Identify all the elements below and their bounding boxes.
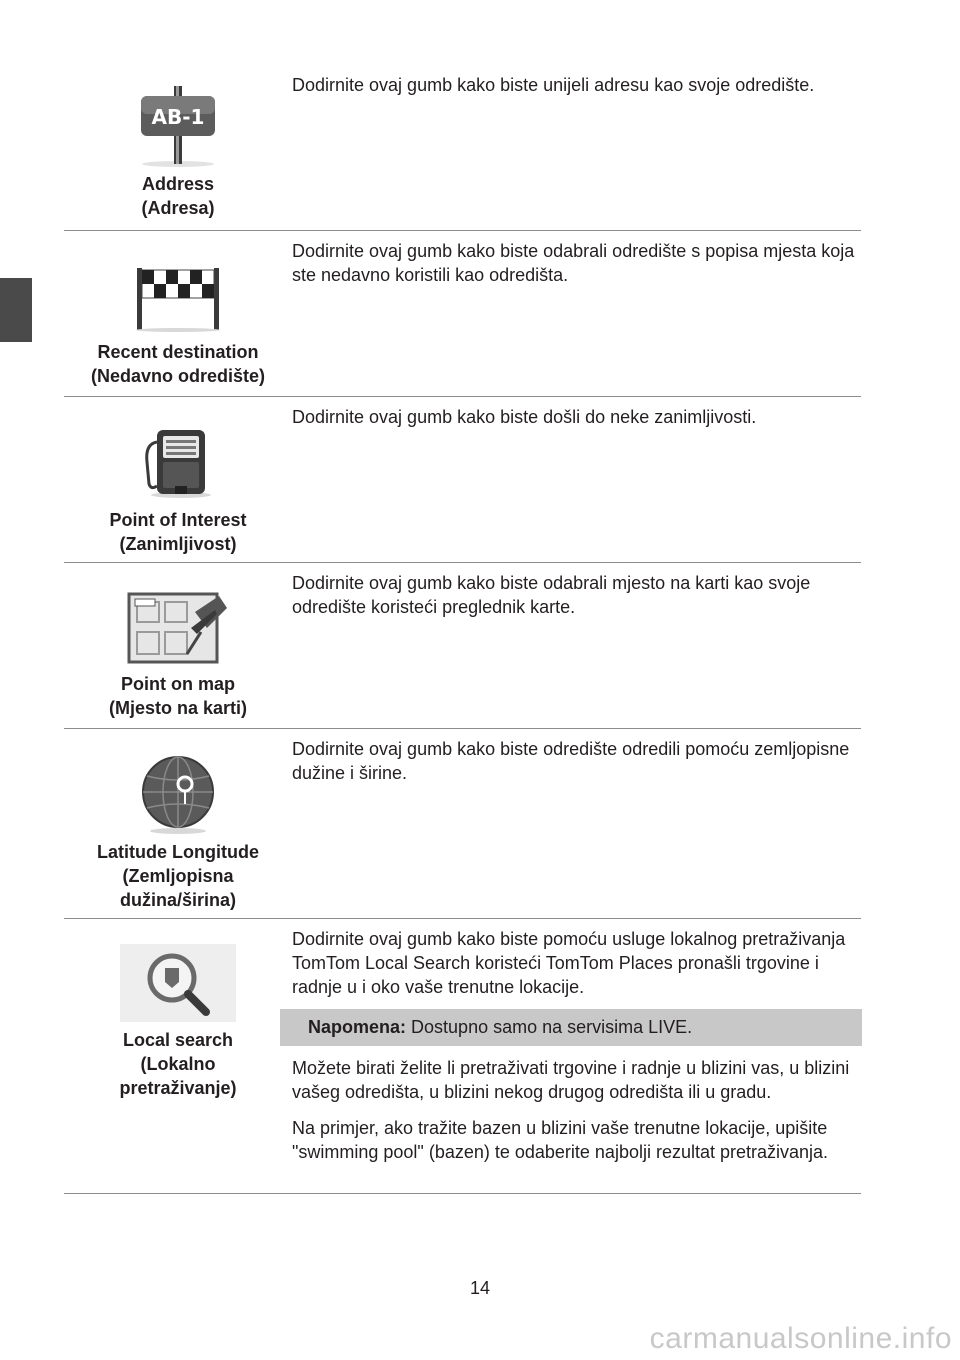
caption-line: Recent destination xyxy=(97,342,259,362)
note-text: Dostupno samo na servisima LIVE. xyxy=(411,1017,693,1037)
description: Dodirnite ovaj gumb kako biste odabrali mjesto na karti kao svoje odredište koristeći preglednik karte. xyxy=(292,573,811,617)
menu-row-point-on-map xyxy=(64,562,861,729)
caption-line: pretraživanje) xyxy=(119,1078,237,1098)
menu-row-recent-destination xyxy=(64,230,861,397)
caption-line: (Mjesto na karti) xyxy=(108,698,248,718)
description: Dodirnite ovaj gumb kako biste odredište odredili pomoću zemljopisne dužine i širine. xyxy=(292,739,850,783)
page-number: 14 xyxy=(469,1278,491,1298)
address-sign-icon xyxy=(133,84,223,168)
description-extra: Na primjer, ako tražite bazen u blizini vaše trenutne lokacije, upišite "swimming pool" (bazen) te odaberite najbolji rezultat pretraživanja. xyxy=(292,1118,829,1162)
caption-line: Latitude Longitude xyxy=(97,842,259,862)
menu-row-point-of-interest xyxy=(64,396,861,563)
map-pin-icon xyxy=(125,590,231,666)
globe-icon xyxy=(139,754,217,834)
caption-line: Point on map xyxy=(121,674,235,694)
description: Dodirnite ovaj gumb kako biste došli do neke zanimljivosti. xyxy=(292,407,757,427)
watermark: carmanualsonline.info xyxy=(649,1322,952,1355)
caption-line: (Nedavno odredište) xyxy=(90,366,266,386)
menu-row-local-search xyxy=(64,918,861,1194)
description: Dodirnite ovaj gumb kako biste unijeli adresu kao svoje odredište. xyxy=(292,75,815,95)
magnifier-icon xyxy=(120,944,236,1022)
caption-line: (Zemljopisna xyxy=(122,866,234,886)
caption-line: (Adresa) xyxy=(141,198,215,218)
menu-row-latitude-longitude xyxy=(64,728,861,919)
menu-row-address xyxy=(64,62,861,231)
description-extra: Možete birati želite li pretraživati trgovine i radnje u blizini vas, u blizini vašeg odredišta, u blizini nekog drugog odredišta ili u gradu. xyxy=(292,1058,850,1102)
svg-text:AB-1: AB-1 xyxy=(151,105,205,129)
caption-line: (Zanimljivost) xyxy=(119,534,237,554)
description: Dodirnite ovaj gumb kako biste pomoću usluge lokalnog pretraživanja TomTom Local Search koristeći TomTom Places pronašli trgovine i radnje u i oko vaše trenutne lokacije. xyxy=(292,929,846,997)
caption-line: dužina/širina) xyxy=(119,890,236,910)
note-box xyxy=(280,1009,862,1046)
description: Dodirnite ovaj gumb kako biste odabrali odredište s popisa mjesta koja ste nedavno koristili kao odredišta. xyxy=(292,241,855,285)
fuel-pump-icon xyxy=(143,428,213,498)
checkered-flag-icon xyxy=(133,266,223,332)
caption-line: Address xyxy=(141,174,215,194)
caption-line: Point of Interest xyxy=(109,510,247,530)
caption-line: (Lokalno xyxy=(140,1054,216,1074)
chapter-tab xyxy=(0,278,32,342)
note-label: Napomena: xyxy=(308,1017,407,1037)
caption-line: Local search xyxy=(122,1030,234,1050)
